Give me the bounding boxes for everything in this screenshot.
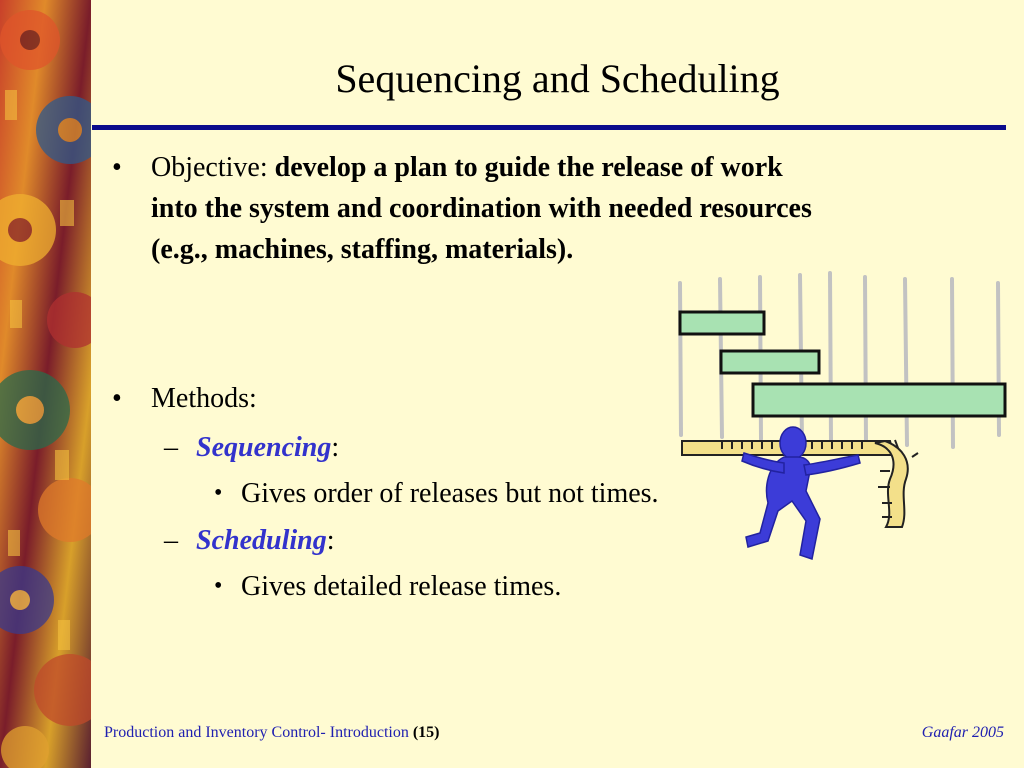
scheduling-dash: – xyxy=(164,525,178,556)
scheduling-item xyxy=(196,520,334,561)
objective-line-1 xyxy=(151,147,991,188)
objective-label: Objective: xyxy=(151,152,275,183)
objective-bullet xyxy=(151,147,991,270)
slide-title: Sequencing and Scheduling xyxy=(335,56,780,101)
footer-course: Production and Inventory Control- Introduction xyxy=(104,724,413,741)
scheduling-detail: Gives detailed release times. xyxy=(241,571,562,602)
methods-bullet-marker: • xyxy=(112,383,122,414)
footer-left xyxy=(104,724,440,742)
scheduling-detail-marker: • xyxy=(214,573,223,599)
sequencing-detail: Gives order of releases but not times. xyxy=(241,478,659,509)
objective-text-3: (e.g., machines, staffing, materials). xyxy=(151,234,574,265)
sequencing-dash: – xyxy=(164,432,178,463)
objective-text-1: develop a plan to guide the release of work xyxy=(274,152,783,183)
sequencing-detail-marker: • xyxy=(214,480,223,506)
methods-label: Methods: xyxy=(151,383,257,414)
sequencing-item xyxy=(196,427,339,468)
gear-strip-decoration xyxy=(0,0,91,768)
objective-bullet-marker: • xyxy=(112,152,122,183)
sequencing-colon: : xyxy=(331,432,340,463)
footer-page-number: (15) xyxy=(412,724,440,741)
scheduling-title: Scheduling xyxy=(196,525,327,556)
objective-text-2: into the system and coordination with needed resources xyxy=(151,193,812,224)
objective-line-3 xyxy=(151,229,991,270)
gantt-chart-figure xyxy=(660,265,1020,570)
scheduling-colon: : xyxy=(326,525,335,556)
objective-line-2 xyxy=(151,188,991,229)
sequencing-title: Sequencing xyxy=(196,432,332,463)
footer-author: Gaafar 2005 xyxy=(921,724,1004,741)
title-divider xyxy=(92,125,1006,130)
